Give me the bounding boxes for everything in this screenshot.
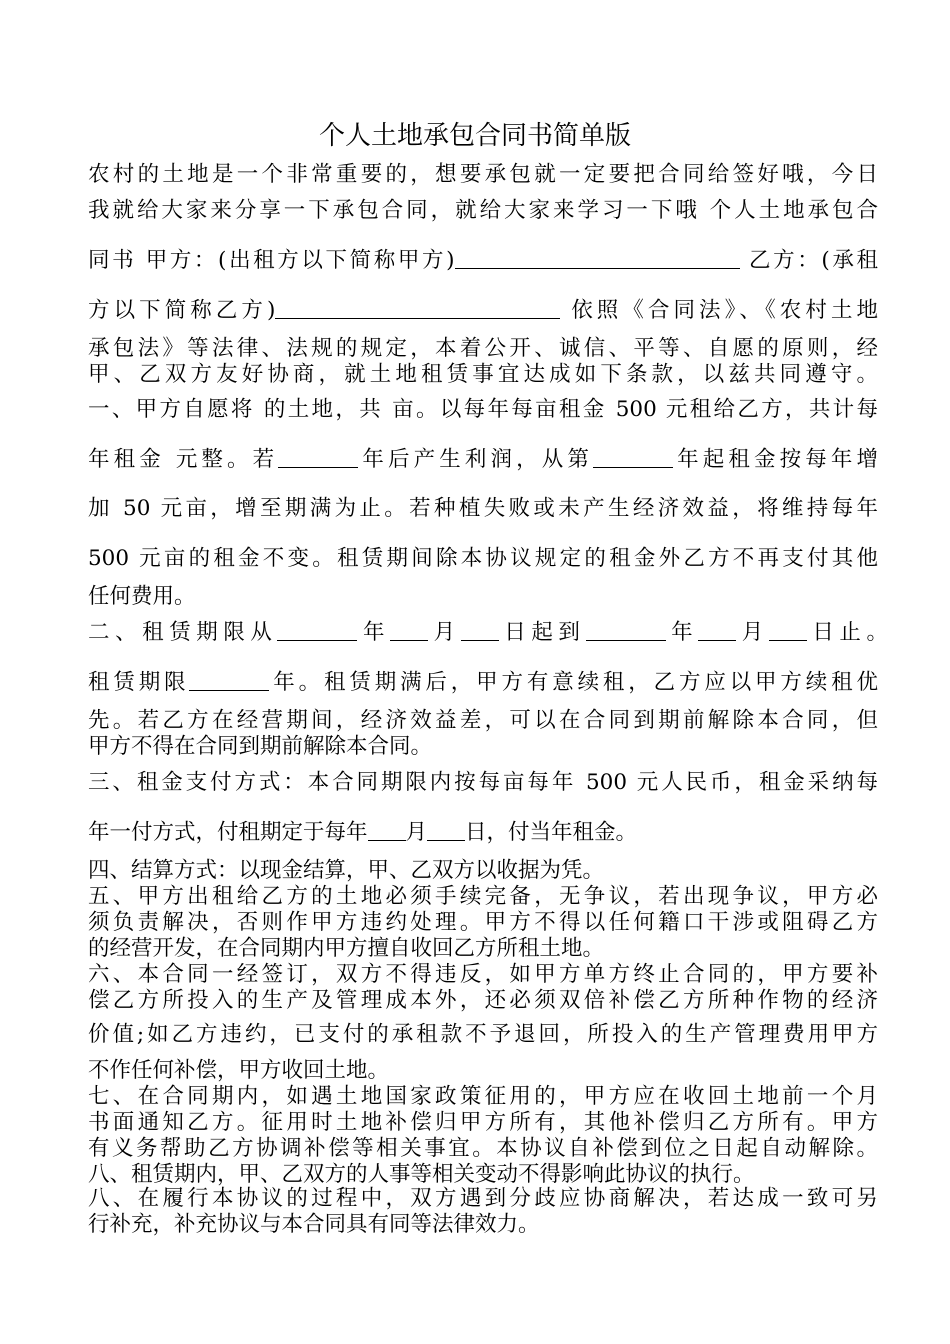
text-line: 偿乙方所投入的生产及管理成本外，还必须双倍补偿乙方所种作物的经济 (88, 988, 878, 1013)
text-segment: 乙方：(承租 (739, 248, 878, 273)
text-line: 农村的土地是一个非常重要的，想要承包就一定要把合同给签好哦，今日 (88, 162, 878, 187)
text-line: 七、在合同期内，如遇土地国家政策征用的，甲方应在收回土地前一个月 (88, 1084, 878, 1109)
text-line: 八、在履行本协议的过程中，双方遇到分歧应协商解决，若达成一致可另 (88, 1186, 878, 1211)
text-line: 三、租金支付方式：本合同期限内按每亩每年 500 元人民币，租金采纳每 (88, 770, 878, 795)
text-line (88, 668, 878, 698)
blank-field (586, 618, 666, 641)
text-line: 加 50 元亩，增至期满为止。若种植失败或未产生经济效益，将维持每年 (88, 496, 878, 521)
blank-field (427, 818, 465, 841)
blank-field (368, 818, 406, 841)
document-title: 个人土地承包合同书简单版 (318, 121, 631, 151)
text-segment: 年租金 元整。若 (88, 447, 279, 472)
text-line: 的经营开发，在合同期内甲方擅自收回乙方所租土地。 (88, 936, 605, 961)
text-segment: 年 (357, 620, 391, 645)
text-line: 任何费用。 (88, 584, 196, 609)
text-line: 五、甲方出租给乙方的土地必须手续完备，无争议，若出现争议，甲方必 (88, 884, 878, 909)
blank-field (277, 618, 357, 641)
text-segment: 同书 甲方：(出租方以下简称甲方) (88, 248, 455, 273)
blank-field (275, 296, 560, 319)
blank-field (698, 618, 736, 641)
text-line: 四、结算方式：以现金结算，甲、乙双方以收据为凭。 (88, 858, 605, 883)
text-segment: 依照《合同法》、《农村土地 (560, 298, 879, 323)
text-segment: 日，付当年租金。 (465, 820, 638, 845)
text-segment: 年一付方式，付租期定于每年 (88, 820, 368, 845)
text-segment: 租赁期限 (88, 670, 190, 695)
blank-field (189, 668, 269, 691)
text-segment: 年 (665, 620, 699, 645)
text-line: 有义务帮助乙方协调补偿等相关事宜。本协议自补偿到位之日起自动解除。 (88, 1136, 878, 1161)
text-line: 我就给大家来分享一下承包合同，就给大家来学习一下哦 个人土地承包合 (88, 198, 878, 223)
text-line: 先。若乙方在经营期间，经济效益差，可以在合同到期前解除本合同，但 (88, 708, 878, 733)
text-line: 500 元亩的租金不变。租赁期间除本协议规定的租金外乙方不再支付其他 (88, 546, 878, 571)
text-line: 甲、乙双方友好协商，就土地租赁事宜达成如下条款，以兹共同遵守。 (88, 362, 878, 387)
text-line: 承包法》等法律、法规的规定，本着公开、诚信、平等、自愿的原则，经 (88, 336, 878, 361)
text-segment: 日起到 (498, 620, 586, 645)
blank-field (461, 618, 499, 641)
text-line (88, 818, 878, 848)
text-segment: 二、租赁期限从 (88, 620, 278, 645)
text-line: 价值;如乙方违约，已支付的承租款不予退回，所投入的生产管理费用甲方 (88, 1022, 878, 1047)
text-segment: 月 (736, 620, 769, 645)
text-line: 八、租赁期内，甲、乙双方的人事等相关变动不得影响此协议的执行。 (88, 1162, 755, 1187)
text-line (88, 618, 888, 648)
text-line: 须负责解决，否则作甲方违约处理。甲方不得以任何籍口干涉或阻碍乙方 (88, 910, 878, 935)
text-line: 甲方不得在合同到期前解除本合同。 (88, 734, 433, 759)
text-segment: 月 (405, 820, 428, 845)
text-line: 六、本合同一经签订，双方不得违反，如甲方单方终止合同的，甲方要补 (88, 962, 878, 987)
blank-field (455, 246, 740, 269)
text-segment: 年起租金按每年增 (673, 447, 878, 472)
text-line: 不作任何补偿，甲方收回土地。 (88, 1058, 390, 1083)
text-line: 书面通知乙方。征用时土地补偿归甲方所有，其他补偿归乙方所有。甲方 (88, 1110, 878, 1135)
text-segment: 日止。 (806, 620, 888, 645)
text-line: 行补充，补充协议与本合同具有同等法律效力。 (88, 1212, 540, 1237)
blank-field (769, 618, 807, 641)
text-line (88, 445, 878, 475)
text-segment: 方以下简称乙方) (88, 298, 276, 323)
text-segment: 年。租赁期满后，甲方有意续租，乙方应以甲方续租优 (269, 670, 878, 695)
text-line: 一、甲方自愿将 的土地，共 亩。以每年每亩租金 500 元租给乙方，共计每 (88, 397, 878, 422)
text-segment: 月 (428, 620, 461, 645)
blank-field (278, 445, 358, 468)
text-segment: 年后产生利润，从第 (358, 447, 593, 472)
blank-field (390, 618, 428, 641)
blank-field (593, 445, 673, 468)
text-line (88, 246, 878, 276)
text-line (88, 296, 878, 326)
